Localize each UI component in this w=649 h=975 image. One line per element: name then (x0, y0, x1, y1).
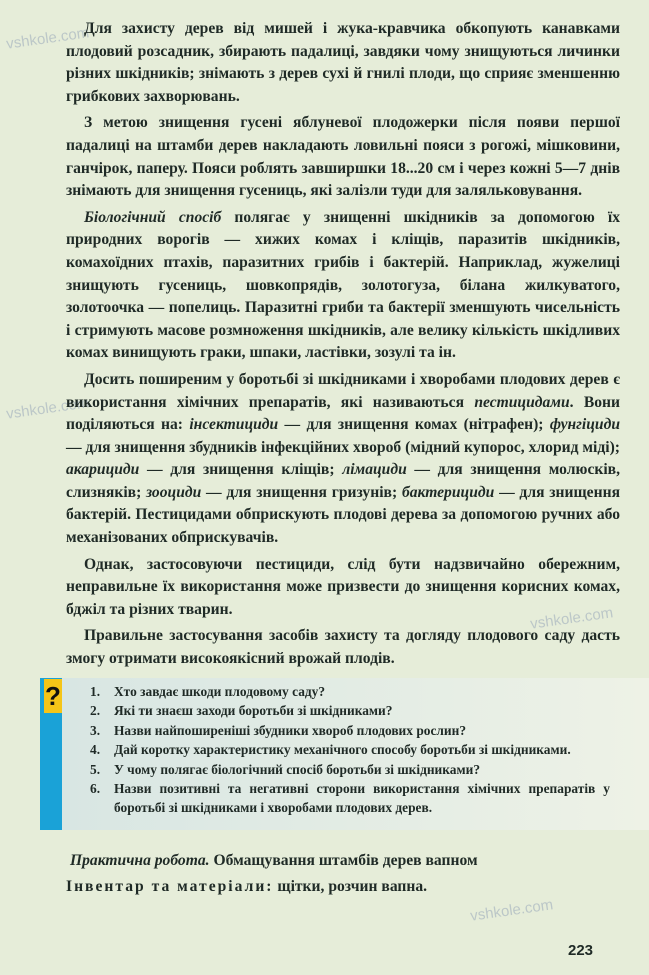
term: Біологічний спосіб (84, 208, 222, 226)
term: фунгіциди (549, 416, 620, 434)
paragraph: З метою знищення гусені яблуневої плодожерки після появи першої падалиці на штамби дерев накладають ловильні пояси з рогожі, мішковини, ганчірок, паперу. Пояси роблять завширшки 18...20 см і через кожні 5—7 днів знімають для знищення гусениць, які залізли туди для заляльковування. (66, 114, 620, 200)
practical-work-heading: Практична робота. Обмащування штамбів дерев вапном (70, 852, 478, 869)
question-mark-icon: ? (45, 681, 61, 711)
paragraph: Однак, застосовуючи пестициди, слід бути надзвичайно обережним, неправильне їх використання може призвести до знищення корисних комах, бджіл та різних тварин. (66, 555, 620, 618)
watermark: vshkole.com (529, 604, 615, 633)
watermark: vshkole.com (5, 394, 91, 423)
term: пестицидами (474, 393, 570, 411)
paragraph: Досить поширеним у боротьбі зі шкідниками і хворобами плодових дерев є використання хімічних препаратів, які називаються пестицидами. Вони поділяються на: інсектициди — для знищення комах (нітрафен); фунгіциди — для знищення збудників інфекційних хвороб (мідний купорос, хлорид міді); акарициди — для знищення кліщів; лімациди — для знищення молюсків, слизняків; зооциди — для знищення гризунів; бактерициди — для знищення бактерій. Пестицидами обприскують плодові дерева за допомогою ручних або механізованих обприскувачів. (66, 370, 621, 547)
question-item: 2. Які ти знаєш заходи боротьби зі шкідниками? (90, 703, 393, 719)
watermark: vshkole.com (5, 24, 91, 53)
question-item: 5. У чому полягає біологічний спосіб боротьби зі шкідниками? (90, 761, 481, 777)
question-item: 1. Хто завдає шкоди плодовому саду? (90, 684, 326, 699)
paragraph: Для захисту дерев від мишей і жука-кравчика обкопують канавками плодовий розсадник, збирають падалиці, завдяки чому знищуються личинки різних шкідників; знімають з дерев сухі й гнилі плоди, що сприяє зменшенню грибкових захворювань. (66, 20, 620, 105)
paragraph: Біологічний спосіб полягає у знищенні шкідників за допомогою їх природних ворогів — хижих комах і кліщів, паразитів шкідників, комахоїдних птахів, паразитних грибів і бактерій. Наприклад, жужелиці знищують гусениць, шовкопрядів, золотогуза, білана жилкуватого, золотоочка — попелиць. Паразитні гриби та бактерії зменшують чисельність і стримують масове розмноження шкідників, але велику кількість шкідливих комах винищують граки, шпаки, ластівки, зозулі та ін. (66, 208, 620, 362)
term: інсектициди (189, 416, 279, 434)
term: лімациди (342, 461, 407, 479)
watermark: vshkole.com (469, 896, 555, 925)
page-number: 223 (568, 942, 594, 959)
term: зооциди (146, 483, 202, 501)
term: бактерициди (401, 483, 495, 501)
question-item: 6. Назви позитивні та негативні сторони використання хімічних препаратів у боротьбі зі шкідниками і хворобами плодових дерев. (90, 781, 610, 816)
term: акарициди (66, 461, 140, 479)
main-text (66, 18, 620, 675)
question-item: 4. Дай коротку характеристику механічного способу боротьби зі шкідниками. (90, 742, 571, 758)
paragraph: Правильне застосування засобів захисту та догляду плодового саду дасть змогу отримати високоякісний врожай плодів. (66, 627, 620, 668)
inventory-line: Інвентар та матеріали: щітки, розчин вапна. (66, 878, 428, 895)
questions-list (90, 682, 610, 818)
question-item: 3. Назви найпоширеніші збудники хвороб плодових рослин? (90, 722, 467, 738)
